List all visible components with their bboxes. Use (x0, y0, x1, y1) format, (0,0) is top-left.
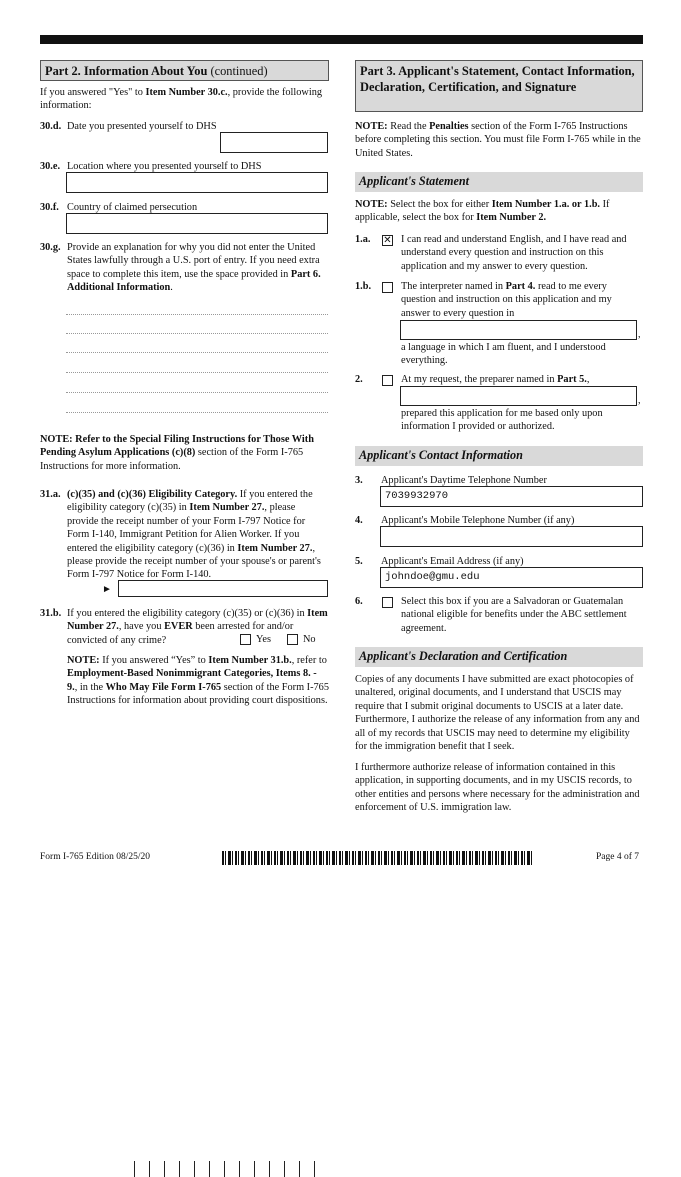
explanation-line-1[interactable] (66, 314, 328, 315)
statement-note: NOTE: Select the box for either Item Number 1.a. or 1.b. If applicable, select the box for Item Number 2. (355, 199, 610, 224)
english-checkbox[interactable]: ✕ (383, 235, 392, 246)
item-30g-number: 30.g. (40, 242, 61, 253)
part2-header: Part 2. Information About You (continued) (40, 60, 329, 81)
email-label: Applicant's Email Address (if any) (381, 556, 524, 567)
item-30e-label: Location where you presented yourself to DHS (67, 161, 262, 172)
location-presented-field[interactable] (66, 172, 328, 193)
daytime-phone-label: Applicant's Daytime Telephone Number (381, 475, 547, 486)
explanation-line-5[interactable] (66, 392, 328, 393)
comma: , (638, 395, 641, 406)
item-3-number: 3. (355, 475, 363, 486)
item-1b-text: The interpreter named in Part 4. read to me every question and instruction on this application and my answer to every question in (401, 281, 612, 319)
declaration-paragraph-2: I furthermore authorize release of information contained in this application, in supporting documents, and in my USCIS records, to other entities and persons where necessary for the administration and enforcement of U.S. immigration law. (355, 762, 640, 814)
item-1a-text: I can read and understand English, and I have read and understand every question and instruction on this application and my answer to every question. (401, 234, 627, 272)
yes-label: Yes (256, 634, 271, 645)
item-2-number: 2. (355, 374, 363, 385)
part3-note: NOTE: Read the Penalties section of the Form I-765 Instructions before completing this section. You must file Form I-765 while in the United States. (355, 121, 641, 159)
arrow-icon: ► (102, 584, 112, 595)
item-4-number: 4. (355, 515, 363, 526)
item-31b-text: If you entered the eligibility category (c)(35) or (c)(36) in Item Number 27., have you EVER been arrested for and/or convicted of any crime? (67, 608, 328, 646)
court-dispositions-note: NOTE: If you answered “Yes” to Item Number 31.b., refer to Employment-Based Nonimmigrant Categories, Items 8. - 9., in the Who May File Form I-765 section of the Form I-765 Instructions for information about providing court dispositions. (67, 655, 329, 707)
item-30d-number: 30.d. (40, 121, 62, 132)
item-30g-text: Provide an explanation for why you did not enter the United States lawfully through a U.S. port of entry. If you need extra space to complete this item, use the space provided in Part 6. Additional Information. (67, 242, 321, 294)
form-edition: Form I-765 Edition 08/25/20 (40, 852, 151, 862)
preparer-field[interactable] (400, 386, 637, 406)
language-field[interactable] (400, 320, 637, 340)
mobile-phone-field[interactable] (380, 526, 643, 547)
declaration-heading: Applicant's Declaration and Certification (355, 647, 643, 667)
item-31b-number: 31.b. (40, 608, 62, 619)
item-2-text: At my request, the preparer named in Part 5., (401, 374, 590, 385)
date-presented-field[interactable] (220, 132, 328, 153)
item-2-after: prepared this application for me based only upon information I provided or authorized. (401, 408, 603, 433)
item-1b-after: a language in which I am fluent, and I understood everything. (401, 342, 606, 367)
item-5-number: 5. (355, 556, 363, 567)
item-30d-label: Date you presented yourself to DHS (67, 121, 217, 132)
item-1a-number: 1.a. (355, 234, 371, 245)
item-31a-text: (c)(35) and (c)(36) Eligibility Category. If you entered the eligibility category (c)(35) in Item Number 27., please provide the receipt number of your Form I-797 Notice for Form I-140, Immigrant Petition for Alien Worker. If you entered the eligibility category (c)(36) in Item Number 27., please provide the receipt number of your spouse's or parent's Form I-797 Notice for Form I-140. (67, 489, 321, 581)
receipt-number-field[interactable] (118, 580, 328, 597)
item-30f-label: Country of claimed persecution (67, 202, 198, 213)
item-6-number: 6. (355, 596, 363, 607)
explanation-line-3[interactable] (66, 352, 328, 353)
daytime-phone-field[interactable]: 7039932970 (380, 486, 643, 507)
applicant-statement-heading: Applicant's Statement (355, 172, 643, 192)
arrested-yes-checkbox[interactable] (240, 634, 251, 645)
declaration-paragraph-1: Copies of any documents I have submitted are exact photocopies of unaltered, original documents, and I understand that USCIS may require that I submit original documents to USCIS at a later date. Furthermore, I authorize the release of any information from any and all of my records that USCIS may need to determine my eligibility for the immigration benefit that I seek. (355, 674, 640, 752)
preparer-checkbox[interactable] (382, 375, 393, 386)
no-label: No (303, 634, 316, 645)
part2-intro: If you answered "Yes" to Item Number 30.c., provide the following information: (40, 87, 322, 112)
mobile-phone-label: Applicant's Mobile Telephone Number (if any) (381, 515, 575, 526)
explanation-line-4[interactable] (66, 372, 328, 373)
explanation-line-2[interactable] (66, 333, 328, 334)
country-persecution-field[interactable] (66, 213, 328, 234)
explanation-line-6[interactable] (66, 412, 328, 413)
top-rule (40, 35, 643, 44)
page-number: Page 4 of 7 (596, 852, 640, 862)
abc-settlement-checkbox[interactable] (382, 597, 393, 608)
asylum-note: NOTE: Refer to the Special Filing Instructions for Those With Pending Asylum Applications (c)(8) section of the Form I-765 Instructions for more information. (40, 434, 314, 472)
interpreter-checkbox[interactable] (382, 282, 393, 293)
email-field[interactable]: johndoe@gmu.edu (380, 567, 643, 588)
comma: , (638, 329, 641, 340)
item-31a-number: 31.a. (40, 489, 61, 500)
arrested-no-checkbox[interactable] (287, 634, 298, 645)
item-6-text: Select this box if you are a Salvadoran or Guatemalan national eligible for benefits under the ABC settlement agreement. (401, 596, 627, 634)
item-1b-number: 1.b. (355, 281, 372, 292)
barcode-image (222, 851, 534, 865)
contact-info-heading: Applicant's Contact Information (355, 446, 643, 466)
item-30e-number: 30.e. (40, 161, 61, 172)
part3-header: Part 3. Applicant's Statement, Contact Information, Declaration, Certification, and Signature (355, 60, 643, 112)
item-30f-number: 30.f. (40, 202, 59, 213)
